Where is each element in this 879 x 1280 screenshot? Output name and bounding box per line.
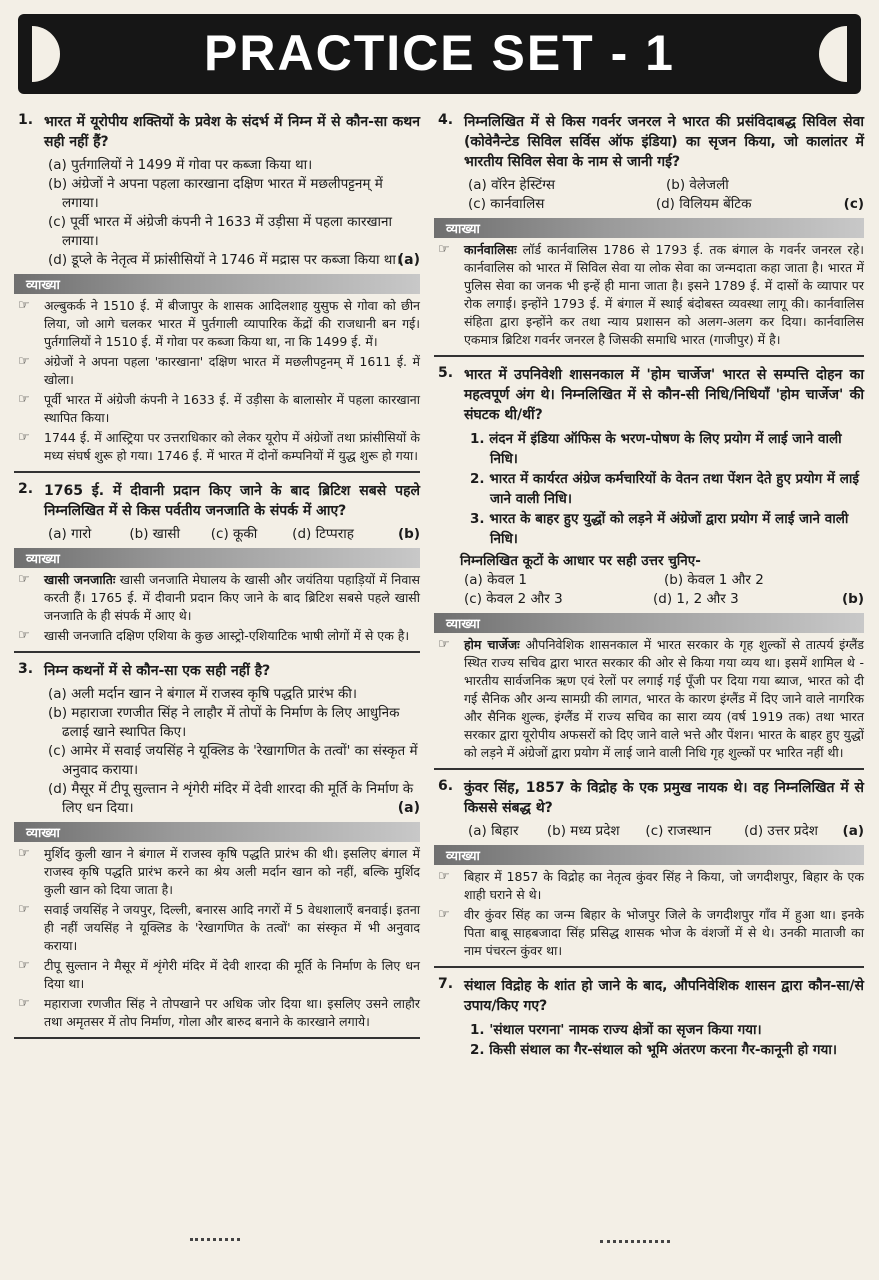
- explanation-item: ☞ बिहार में 1857 के विद्रोह का नेतृत्व कुंवर सिंह ने किया, जो जगदीशपुर, बिहार के एक शाही घराने से थे।: [438, 869, 864, 902]
- divider: [14, 471, 420, 473]
- options-row: (a) गारो (b) खासी (c) कूकी (d) टिप्पराह (b): [48, 526, 420, 542]
- explanation-label: व्याख्या: [434, 845, 864, 865]
- explanation-item: ☞ महाराजा रणजीत सिंह ने तोपखाने पर अधिक जोर दिया था। इसलिए उसने लाहौर तथा अमृतसर में तोप निर्माण, गोला और बारुद बनाने के कारखाने लगाये।: [18, 996, 420, 1029]
- answer: (b): [397, 526, 420, 542]
- explanation-item: ☞ खासी जनजातिः खासी जनजाति मेघालय के खासी और जयंतिया पहाड़ियों में निवास करती हैं। 1765 ई. में दीवानी प्रदान किए जाने के बाद ब्रिटिश सबसे पहले खासी जनजाति के ही संपर्क में आए थे।: [18, 572, 420, 623]
- question-text: निम्न कथनों में से कौन-सा एक सही नहीं है?: [44, 663, 271, 679]
- answer: (c): [843, 196, 864, 212]
- options-row: (a) वॉरेन हेस्टिंग्स (b) वेलेजली: [468, 177, 729, 193]
- option-a: (a) अली मर्दान खान ने बंगाल में राजस्व कृषि पद्धति प्रारंभ की।: [48, 686, 358, 702]
- divider: [14, 1037, 420, 1039]
- pointing-hand-icon: ☞: [18, 354, 30, 369]
- question-text: निम्नलिखित में से किस गवर्नर जनरल ने भारत की प्रसंविदाबद्ध सिविल सेवा (कोवेनैन्टेड सिविल सर्विस ऑफ इंडिया) का सृजन किया, जो कालांतर में भारतीय सिविल सेवा के नाम से जानी गई?: [464, 114, 864, 170]
- left-column: [14, 112, 420, 1047]
- divider: [434, 966, 864, 968]
- option-b: (b) अंग्रेजों ने अपना पहला कारखाना दक्षिण भारत में मछलीपट्टनम् में लगाया।: [48, 176, 383, 211]
- pointing-hand-icon: ☞: [18, 392, 30, 407]
- question-5: [434, 365, 864, 425]
- pointing-hand-icon: ☞: [18, 958, 30, 973]
- pointing-hand-icon: ☞: [18, 996, 30, 1011]
- right-column: [434, 112, 864, 1060]
- statement-2: 2. भारत में कार्यरत अंग्रेज कर्मचारियों के वेतन तथा पेंशन देते हुए प्रयोग में लाई जाने वाली निधि।: [470, 471, 859, 507]
- option-d-text: (d) डूप्ले के नेतृत्व में फ्रांसीसियों ने 1746 में मद्रास पर कब्जा किया था।: [48, 252, 401, 268]
- pointing-hand-icon: ☞: [18, 902, 30, 917]
- option-c: (c) पूर्वी भारत में अंग्रेजी कंपनी ने 1633 में उड़ीसा में पहला कारखाना लगाया।: [48, 214, 392, 249]
- question-number: 7.: [438, 976, 454, 992]
- explanation-item: ☞ पूर्वी भारत में अंग्रेजी कंपनी ने 1633 ई. में उड़ीसा के बालासोर में पहला कारखाना स्थापित किया।: [18, 392, 420, 425]
- pointing-hand-icon: ☞: [18, 572, 30, 587]
- explanation-item: ☞ होम चार्जेजः औपनिवेशिक शासनकाल में भारत सरकार के गृह शुल्कों से तात्पर्य इंग्लैंड स्थित राज्य सचिव द्वारा भारत सरकार की ओर से किया गया व्यय था। इसमें शामिल थे - भारतीय सार्वजनिक ऋण एवं रेलों पर लगाई गई पूँजी पर दिया गया ब्याज, भारत को दी गई सैनिक और अन्य सामग्री की लागत, भारत के कारण इंग्लैंड में दिए जाने वाले नागरिक और सैनिक शुल्क, इंग्लैंड में राज्य सचिव का सारा व्यय (वर्ष 1919 तक) तथा भारत सरकार द्वारा यूरोपीय अफसरों को दिए जाने वाले भत्ते और पेंशन। भारत के बाहर हुए युद्धों को लड़ने में अंग्रेजों द्वारा प्रयोग में लाई जाने वाली निधि गृह शुल्कों पर भारित नहीं थी।: [438, 637, 864, 760]
- statement-2: 2. किसी संथाल का गैर-संथाल को भूमि अंतरण करना गैर-कानूनी हो गया।: [470, 1042, 837, 1058]
- statement-1: 1. 'संथाल परगना' नामक राज्य क्षेत्रों का सृजन किया गया।: [470, 1022, 762, 1038]
- question-number: 3.: [18, 661, 34, 677]
- options-row: (a) केवल 1 (b) केवल 1 और 2: [464, 572, 764, 588]
- explanation-item: ☞ मुर्शिद कुली खान ने बंगाल में राजस्व कृषि पद्धति प्रारंभ की थी। इसलिए बंगाल में राजस्व कृषि पद्धति प्रारंभ करने का श्रेय अली मर्दान खान को नहीं, बल्कि मुर्शिद कुली खान को दिया जाता है।: [18, 846, 420, 897]
- explanation-item: ☞ खासी जनजाति दक्षिण एशिया के कुछ आस्ट्रो-एशियाटिक भाषी लोगों में से एक है।: [18, 628, 410, 643]
- explanation-label: व्याख्या: [434, 218, 864, 238]
- explanation-label: व्याख्या: [14, 822, 420, 842]
- pointing-hand-icon: ☞: [438, 869, 450, 884]
- title-banner: [18, 14, 861, 94]
- option-c: (c) आमेर में सवाई जयसिंह ने यूक्लिड के 'रेखागणित के तत्वों' का संस्कृत में अनुवाद कराया।: [48, 743, 418, 778]
- pointing-hand-icon: ☞: [18, 430, 30, 445]
- explanation-item: ☞ टीपू सुल्तान ने मैसूर में शृंगेरी मंदिर में देवी शारदा की मूर्ति के निर्माण के लिए धन दिया था।: [18, 958, 420, 991]
- question-text: 1765 ई. में दीवानी प्रदान किए जाने के बाद ब्रिटिश सबसे पहले निम्नलिखित में से किस पर्वतीय जनजाति के संपर्क में आए?: [44, 483, 420, 519]
- question-text: भारत में उपनिवेशी शासनकाल में 'होम चार्जेज' भारत से सम्पत्ति दोहन का महत्वपूर्ण अंग थे। निम्नलिखित में से कौन-सी निधि/निधियाँ 'होम चार्जेज' की संघटक थी/थीं?: [464, 367, 864, 423]
- question-6: [434, 778, 864, 818]
- explanation-item: ☞ अल्बुकर्क ने 1510 ई. में बीजापुर के शासक आदिलशाह युसुफ से गोवा को छीन लिया, जो आगे चलकर भारत में पुर्तगाली व्यापारिक केंद्रों की राजधानी बन गई। पुर्तगालियों ने 1510 ई. में गोवा पर कब्जा किया था, ना कि 1499 ई. में।: [18, 298, 420, 349]
- explanation-label: व्याख्या: [14, 274, 420, 294]
- divider: [14, 651, 420, 653]
- divider: [434, 355, 864, 357]
- option-d: (d) मैसूर में टीपू सुल्तान ने शृंगेरी मंदिर में देवी शारदा की मूर्ति के निर्माण के लिए धन दिया। (a): [48, 781, 420, 816]
- option-b: (b) महाराजा रणजीत सिंह ने लाहौर में तोपों के निर्माण के लिए आधुनिक ढलाई खाने स्थापित किए।: [48, 705, 400, 740]
- question-text: भारत में यूरोपीय शक्तियों के प्रवेश के संदर्भ में निम्न में से कौन-सा कथन सही नहीं हैं?: [44, 114, 420, 150]
- answer: (a): [842, 823, 864, 839]
- pointing-hand-icon: ☞: [438, 242, 450, 257]
- pointing-hand-icon: ☞: [18, 298, 30, 313]
- option-a: (a) पुर्तगालियों ने 1499 में गोवा पर कब्जा किया था।: [48, 157, 313, 173]
- answer: (a): [397, 800, 420, 816]
- option-d: [48, 251, 420, 270]
- question-3: [14, 661, 420, 681]
- explanation-label: व्याख्या: [14, 548, 420, 568]
- statement-3: 3. भारत के बाहर हुए युद्धों को लड़ने में अंग्रेजों द्वारा प्रयोग में लाई जाने वाली निधि।: [470, 511, 849, 547]
- question-4: [434, 112, 864, 172]
- question-1: [14, 112, 420, 152]
- explanation-label: व्याख्या: [434, 613, 864, 633]
- question-number: 4.: [438, 112, 454, 128]
- pointing-hand-icon: ☞: [438, 907, 450, 922]
- explanation-item: ☞ वीर कुंवर सिंह का जन्म बिहार के भोजपुर जिले के जगदीशपुर गाँव में हुआ था। इनके पिता बाबू साहबजादा सिंह प्रसिद्ध शासक भोज के वंशजों में से थे। उनकी माताजी का नाम पंचरत्न कुंवर था।: [438, 907, 864, 958]
- explanation-item: ☞ अंग्रेजों ने अपना पहला 'कारखाना' दक्षिण भारत में मछलीपट्टनम् में 1611 ई. में खोला।: [18, 354, 420, 387]
- explanation-item: ☞ 1744 ई. में आस्ट्रिया पर उत्तराधिकार को लेकर यूरोप में अंग्रेजों तथा फ्रांसीसियों के मध्य संघर्ष शुरू हो गया। 1746 ई. में भारत में दोनों कम्पनियों में युद्ध शुरू हो गया।: [18, 430, 420, 463]
- question-7: [434, 976, 864, 1016]
- pointing-hand-icon: ☞: [18, 628, 30, 643]
- divider: [434, 768, 864, 770]
- question-number: 5.: [438, 365, 454, 381]
- options-row: (c) केवल 2 और 3 (d) 1, 2 और 3 (b): [464, 591, 865, 607]
- statement-1: 1. लंदन में इंडिया ऑफिस के भरण-पोषण के लिए प्रयोग में लाई जाने वाली निधि।: [470, 431, 842, 467]
- options-row: (c) कार्नवालिस (d) विलियम बेंटिक (c): [468, 196, 864, 212]
- question-text: संथाल विद्रोह के शांत हो जाने के बाद, औपनिवेशिक शासन द्वारा कौन-सा/से उपाय/किए गए?: [464, 978, 864, 1014]
- instruction-text: निम्नलिखित कूटों के आधार पर सही उत्तर चुनिए-: [460, 553, 701, 569]
- question-text: कुंवर सिंह, 1857 के विद्रोह के एक प्रमुख नायक थे। वह निम्नलिखित में से किससे संबद्ध थे?: [464, 780, 864, 816]
- explanation-item: ☞ सवाई जयसिंह ने जयपुर, दिल्ली, बनारस आदि नगरों में 5 वेधशालाएँ बनवाई। इतना ही नहीं जयसिंह ने यूक्लिड के 'रेखागणित के तत्वों' का संस्कृत में भी अनुवाद कराया।: [18, 902, 420, 953]
- pointing-hand-icon: ☞: [18, 846, 30, 861]
- pointing-hand-icon: ☞: [438, 637, 450, 652]
- question-number: 1.: [18, 112, 34, 128]
- options-row: (a) बिहार (b) मध्य प्रदेश (c) राजस्थान (d) उत्तर प्रदेश (a): [468, 823, 864, 839]
- answer: (a): [397, 252, 420, 268]
- question-number: 2.: [18, 481, 34, 497]
- question-2: [14, 481, 420, 521]
- footer-decoration: [600, 1240, 670, 1244]
- page-title: PRACTICE SET - 1: [204, 25, 675, 81]
- question-number: 6.: [438, 778, 454, 794]
- answer: (b): [842, 591, 865, 607]
- explanation-item: ☞ कार्नवालिसः लॉर्ड कार्नवालिस 1786 से 1793 ई. तक बंगाल के गवर्नर जनरल रहे। कार्नवालिस को भारत में सिविल सेवा या लोक सेवा का जन्मदाता कहा जाता है। भारत में पुलिस सेवा का जनक भी इन्हें ही माना जाता है। इसने 1789 ई. में दासों के व्यापार पर रोक लगाई। इन्होंने 1793 ई. में बंगाल में स्थाई बंदोबस्त व्यवस्था लागू की। कार्नवालिस संहिता द्वारा इन्होंने कर तथा न्याय प्रशासन को अलग-अलग कर दिया। कार्नवालिस एकमात्र ब्रिटिश गवर्नर जनरल है जिसकी समाधि भारत (गाजीपुर) में है।: [438, 242, 864, 347]
- footer-decoration: [190, 1238, 240, 1242]
